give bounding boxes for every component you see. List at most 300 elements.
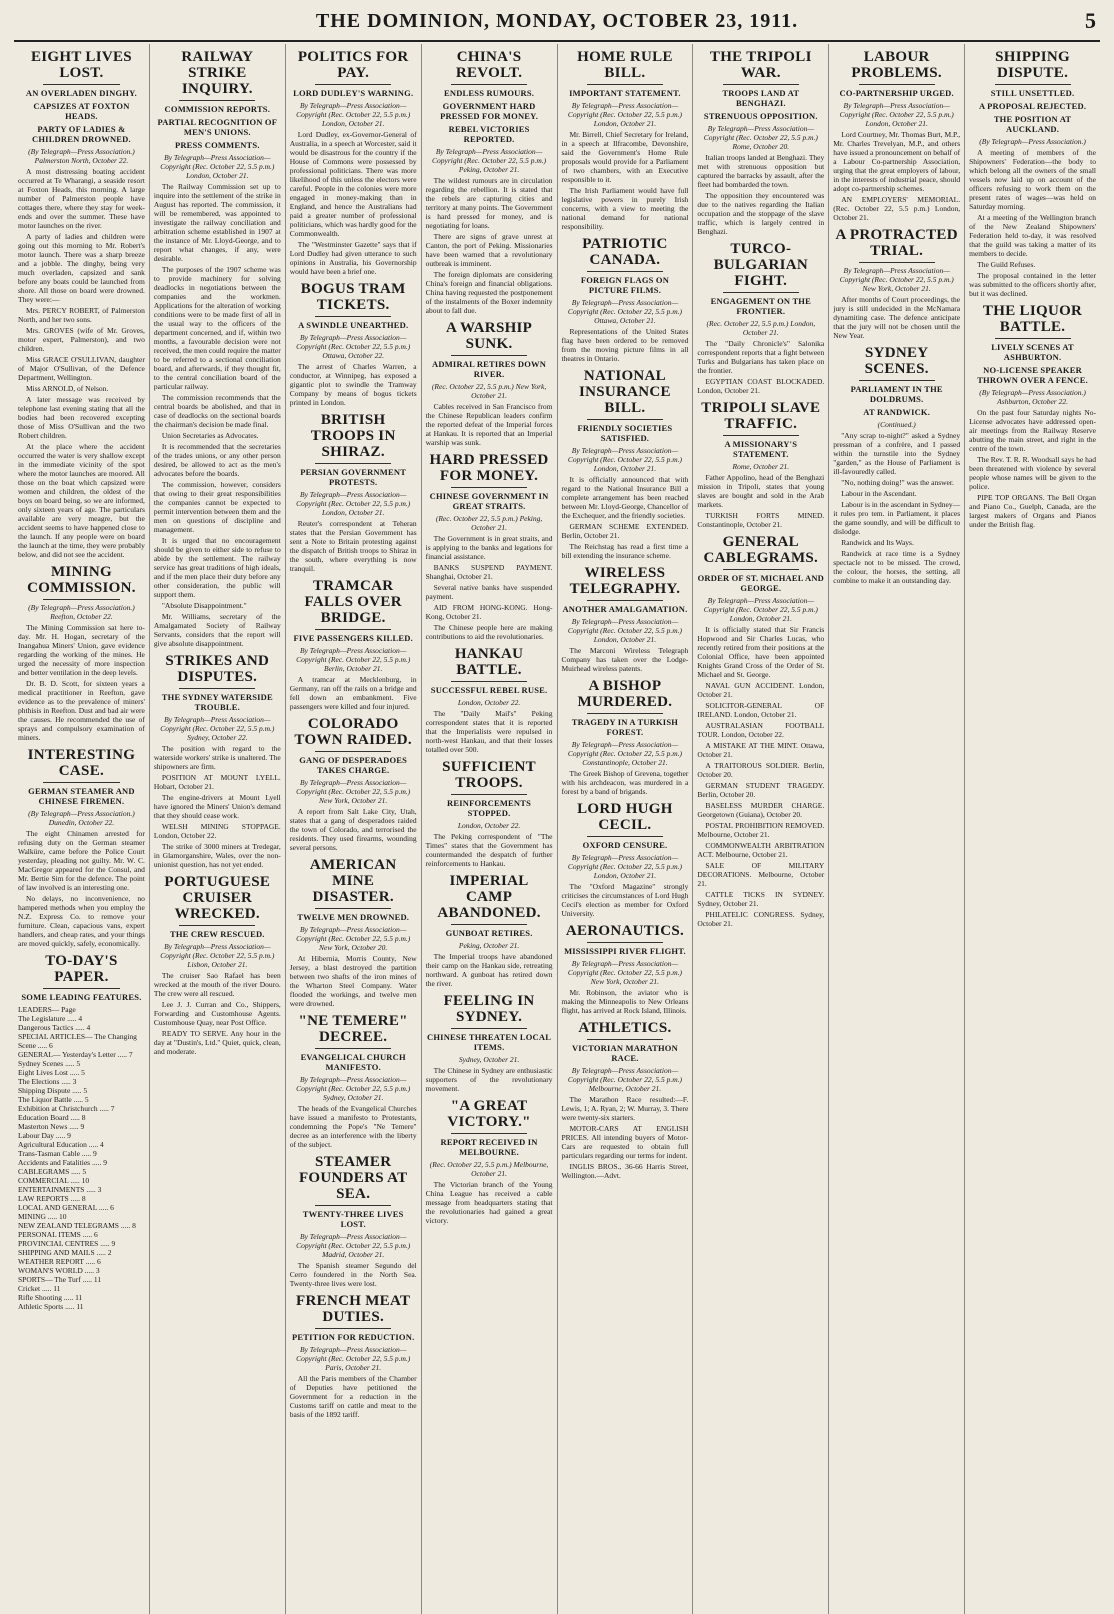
- article-body: [290, 1261, 417, 1288]
- paragraph: CATTLE TICKS IN SYDNEY. Sydney, October 21.: [697, 890, 825, 908]
- article: [290, 49, 417, 276]
- divider: [179, 100, 255, 101]
- article: [290, 281, 417, 407]
- paragraph: A later message was received by telephone last evening stating that all the bodies had been recovered excepting those of Miss O'Sullivan and the two Robert children.: [18, 395, 145, 440]
- article-headline: HANKAU BATTLE.: [454, 646, 524, 678]
- article-headline: HARD PRESSED FOR MONEY.: [429, 452, 549, 484]
- paragraph: The foreign diplomats are considering China's foreign and financial obligations. China having requested the postponement of the instalments of the Boxer indemnity about to fall due.: [425, 270, 553, 315]
- paragraph: The cruiser Sao Rafael has been wrecked at the mouth of the river Douro. The crew were all rescued.: [153, 971, 281, 998]
- paragraph: The strike of 3000 miners at Tredegar, in Glamorganshire, Wales, over the non-unionist question, has not yet ended.: [153, 842, 281, 869]
- sub-headline: GUNBOAT RETIRES.: [445, 928, 533, 938]
- sub-headline: PRESS COMMENTS.: [174, 140, 260, 150]
- paragraph: The Imperial troops have abandoned their camp on the Hankau side, retreating northward. A gunboat has retired down the river.: [425, 952, 553, 988]
- dateline: Sydney, October 21.: [458, 1055, 520, 1064]
- contents-item: Cricket ..... 11: [18, 1284, 61, 1293]
- article-headline: WIRELESS TELEGRAPHY.: [569, 565, 681, 597]
- paragraph: The position with regard to the waterside workers' strike is unaltered. The shipowners are firm.: [153, 744, 281, 771]
- paragraph: Cables received in San Francisco from the Chinese Republican leaders confirm the reported defeat of the Imperial forces at Hankau. It is reported that an Imperial warship was sunk.: [425, 402, 553, 447]
- dateline: (Continued.): [877, 420, 916, 429]
- divider: [43, 782, 119, 783]
- article: [833, 49, 960, 222]
- dateline: (By Telegraph—Press Association.) Palmerston North, October 22.: [28, 147, 135, 165]
- article: [833, 345, 960, 585]
- sub-headline: PETITION FOR REDUCTION.: [291, 1332, 415, 1342]
- paragraph: SALE OF MILITARY DECORATIONS. Melbourne, October 21.: [697, 861, 825, 888]
- article-body: [18, 623, 145, 742]
- article-headline: AMERICAN MINE DISASTER.: [309, 857, 397, 905]
- sub-headline: EVANGELICAL CHURCH MANIFESTO.: [300, 1052, 406, 1072]
- sub-headline: NO-LICENSE SPEAKER THROWN OVER A FENCE.: [977, 365, 1088, 385]
- contents-item: WEATHER REPORT ..... 6: [18, 1257, 101, 1266]
- sub-headline: ANOTHER AMALGAMATION.: [562, 604, 688, 614]
- article: [562, 923, 689, 1015]
- contents-item: NEW ZEALAND TELEGRAMS ..... 8: [18, 1221, 136, 1230]
- dateline: (By Telegraph—Press Association.): [979, 137, 1086, 146]
- divider: [723, 84, 799, 85]
- paragraph: There are signs of grave unrest at Canton, the port of Peking. Missionaries have been warned that a revolutionary outbreak is imminent.: [425, 232, 553, 268]
- paragraph: It is officially announced that with regard to the National Insurance Bill a complete arrangement has been reached between Mr. Lloyd-George, Chancellor of the Exchequer, and the friendly societies.: [561, 475, 689, 520]
- divider: [587, 836, 663, 837]
- article: [290, 1013, 417, 1149]
- divider: [451, 84, 527, 85]
- paragraph: PIPE TOP ORGANS. The Bell Organ and Piano Co., Guelph, Canada, are the largest makers of Organs and Pianos under the British flag.: [969, 493, 1096, 529]
- contents-item: SPECIAL ARTICLES— The Changing Scene ..... 6: [18, 1032, 137, 1050]
- sub-headline: OXFORD CENSURE.: [582, 840, 668, 850]
- article: [562, 1020, 689, 1180]
- paragraph: AUSTRALASIAN FOOTBALL TOUR. London, October 22.: [697, 721, 825, 739]
- dateline: (Rec. October 22, 5.5 p.m.) Melbourne, October 21.: [429, 1160, 549, 1178]
- sub-headline: THE SYDNEY WATERSIDE TROUBLE.: [161, 692, 273, 712]
- article-headline: EIGHT LIVES LOST.: [30, 49, 132, 81]
- divider: [315, 908, 391, 909]
- article-body: [290, 519, 417, 573]
- article: [426, 1098, 553, 1225]
- paragraph: Mr. Robinson, the aviator who is making the Minneapolis to New Orleans flight, has arrived at Rock Island, Illinois.: [561, 988, 689, 1015]
- contents-item: Eight Lives Lost ..... 5: [18, 1068, 85, 1077]
- divider: [587, 942, 663, 943]
- sub-headline: CHINESE GOVERNMENT IN GREAT STRAITS.: [429, 491, 549, 511]
- paragraph: Mrs. PERCY ROBERT, of Palmerston North, and her two sons.: [18, 306, 145, 324]
- contents-item: COMMERCIAL ..... 10: [18, 1176, 90, 1185]
- sub-headline: PARTY OF LADIES & CHILDREN DROWNED.: [32, 124, 131, 144]
- divider: [43, 84, 119, 85]
- divider: [451, 355, 527, 356]
- paragraph: Italian troops landed at Benghazi. They met with strenuous opposition but captured the barracks by assault, after the fleet had bombarded the town.: [697, 153, 825, 189]
- sub-headline: A PROPOSAL REJECTED.: [978, 101, 1087, 111]
- paragraph: The proposal contained in the letter was submitted to the officers shortly after, but it was declined.: [969, 271, 1096, 298]
- paragraph: "Absolute Disappointment.": [161, 601, 247, 610]
- divider: [859, 380, 935, 381]
- paragraph: A tramcar at Mecklenburg, in Germany, ran off the rails on a bridge and fell down an embankment. Five passengers were killed and four injured.: [289, 675, 417, 711]
- paragraph: The "Westminster Gazette" says that if Lord Dudley had given utterance to such opinions in Australia, his Governorship would have been a brief one.: [289, 240, 417, 276]
- contents-item: Labour Day ..... 9: [18, 1131, 71, 1140]
- sub-headline: MISSISSIPPI RIVER FLIGHT.: [564, 946, 686, 956]
- masthead: [14, 0, 1100, 42]
- sub-headline: THE CREW RESCUED.: [169, 929, 265, 939]
- article-headline: PATRIOTIC CANADA.: [582, 236, 668, 268]
- article-headline: FEELING IN SYDNEY.: [443, 993, 535, 1025]
- dateline: By Telegraph—Press Association—Copyright (Rec. October 22, 5.5 p.m.) Constantinople, October 21.: [567, 740, 683, 767]
- paragraph: Reuter's correspondent at Teheran states that the Persian Government has sent a Note to Britain protesting against the dispatch of British troops to Shiraz in the south, where everything is now tranquil.: [289, 519, 417, 573]
- sub-headline: SUCCESSFUL REBEL RUSE.: [430, 685, 548, 695]
- divider: [315, 1328, 391, 1329]
- sub-headline: STRENUOUS OPPOSITION.: [703, 111, 818, 121]
- paragraph: PHILATELIC CONGRESS. Sydney, October 21.: [697, 910, 825, 928]
- divider: [587, 419, 663, 420]
- sub-headline: REBEL VICTORIES REPORTED.: [448, 124, 530, 144]
- paragraph: Miss ARNOLD, of Nelson.: [26, 384, 109, 393]
- sub-headline: TROOPS LAND AT BENGHAZI.: [722, 88, 800, 108]
- article-body: [426, 709, 553, 754]
- divider: [43, 599, 119, 600]
- article: [18, 953, 145, 1311]
- paragraph: At Hibernia, Morris County, New Jersey, a blast destroyed the partition between two shafts of the iron mines of the Wharton Steel Company. Water flooded the workings, and twelve men were drowned.: [289, 954, 417, 1008]
- article: [562, 801, 689, 918]
- article-headline: MINING COMMISSION.: [27, 564, 136, 596]
- contents-item: Masterton News ..... 9: [18, 1122, 85, 1131]
- article-body: [290, 1374, 417, 1419]
- paragraph: The arrest of Charles Warren, a conductor, at Winnipeg, has exposed a gigantic plot to swindle the Tramway Company by means of bogus tickets printed in London.: [289, 362, 417, 407]
- sub-headline: TWELVE MEN DROWNED.: [297, 912, 410, 922]
- article-body: [969, 148, 1096, 298]
- dateline: By Telegraph—Press Association—Copyright (Rec. October 22, 5.5 p.m.) Ottawa, October 22.: [296, 333, 411, 360]
- paragraph: COMMONWEALTH ARBITRATION ACT. Melbourne, October 21.: [697, 841, 825, 859]
- paragraph: Father Appolino, head of the Benghazi mission in Tripoli, states that young slaves are bought and sold in the Arab markets.: [697, 473, 825, 509]
- paragraph: Mrs. GROVES (wife of Mr. Groves, motor expert, Palmerston), and two children.: [18, 326, 145, 353]
- divider: [179, 688, 255, 689]
- article: [18, 564, 145, 742]
- article: [290, 1293, 417, 1419]
- contents-item: LEADERS— Page: [18, 1005, 76, 1014]
- article-body: [697, 153, 824, 236]
- paragraph: WELSH MINING STOPPAGE. London, October 22.: [153, 822, 281, 840]
- divider: [587, 600, 663, 601]
- contents-item: Rifle Shooting ..... 11: [18, 1293, 83, 1302]
- article-headline: IMPERIAL CAMP ABANDONED.: [437, 873, 541, 921]
- sub-headline: PARLIAMENT IN THE DOLDRUMS.: [850, 384, 943, 404]
- contents-item: The Legislature ..... 4: [18, 1014, 83, 1023]
- article-body: [562, 988, 689, 1015]
- contents-item: Athletic Sports ..... 11: [18, 1302, 84, 1311]
- sub-headline: ADMIRAL RETIRES DOWN RIVER.: [432, 359, 547, 379]
- article-headline: LORD HUGH CECIL.: [577, 801, 673, 833]
- paragraph: The "Oxford Magazine" strongly criticises the circumstances of Lord Hugh Cecil's election as member for Oxford University.: [561, 882, 689, 918]
- article-headline: NATIONAL INSURANCE BILL.: [578, 368, 671, 416]
- article: [290, 412, 417, 573]
- article-body: [562, 769, 689, 796]
- article-body: [969, 408, 1096, 529]
- dateline: By Telegraph—Press Association—Copyright (Rec. October 22, 5.5 p.m.) London, October 21.: [296, 490, 411, 517]
- article: [290, 716, 417, 852]
- paragraph: TURKISH FORTS MINED. Constantinople, October 21.: [697, 511, 825, 529]
- article-body: [290, 954, 417, 1008]
- article-headline: THE TRIPOLI WAR.: [709, 49, 812, 81]
- divider: [451, 1133, 527, 1134]
- divider: [723, 292, 799, 293]
- paragraph: MOTOR-CARS AT ENGLISH PRICES. All intending buyers of Motor-Cars are requested to obtain full particulars regarding our terms for indent.: [561, 1124, 689, 1160]
- article-body: [562, 882, 689, 918]
- contents-item: SHIPPING AND MAILS ..... 2: [18, 1248, 112, 1257]
- paragraph: The opposition they encountered was due to the natives regarding the Italian occupation and the stoppage of the slave traffic, which is largely centred in Benghazi.: [697, 191, 825, 236]
- divider: [451, 924, 527, 925]
- paragraph: Mr. Williams, secretary of the Amalgamated Society of Railway Servants, considers that the report will give absolute disappointment.: [153, 612, 281, 648]
- article-body: [426, 1180, 553, 1225]
- article-body: [426, 952, 553, 988]
- sub-headline: CO-PARTNERSHIP URGED.: [839, 88, 954, 98]
- article-headline: "NE TEMERE" DECREE.: [298, 1013, 408, 1045]
- article-headline: A WARSHIP SUNK.: [445, 320, 533, 352]
- paragraph: A party of ladies and children were going out this morning to Mr. Robert's motor launch. There was a sharp breeze and a jobble. The dinghy, being very much overladen, capsized and sank before any boats could be launched from shore. All those on board were drowned. They were:—: [18, 232, 145, 304]
- column-3: [286, 44, 422, 1614]
- divider: [723, 569, 799, 570]
- article: [18, 747, 145, 948]
- contents-item: LOCAL AND GENERAL ..... 6: [18, 1203, 114, 1212]
- divider: [451, 1028, 527, 1029]
- contents-item: GENERAL— Yesterday's Letter ..... 7: [18, 1050, 133, 1059]
- paragraph: EGYPTIAN COAST BLOCKADED. London, October 21.: [697, 377, 825, 395]
- dateline: By Telegraph—Press Association—Copyright (Rec. October 22, 5.5 p.m.) London, October 21.: [160, 153, 275, 180]
- contents-item: PROVINCIAL CENTRES ..... 9: [18, 1239, 116, 1248]
- article-body: [833, 130, 960, 222]
- page-number: 5: [1085, 8, 1096, 33]
- article: [697, 534, 824, 928]
- article-body: [697, 339, 824, 395]
- paragraph: The Marconi Wireless Telegraph Company has taken over the Lodge-Muirhead wireless patents.: [561, 646, 689, 673]
- dateline: Rome, October 21.: [732, 462, 790, 471]
- dateline: (Rec. October 22, 5.5 p.m.) London, October 21.: [706, 319, 816, 337]
- divider: [995, 84, 1071, 85]
- contents-item: Trans-Tasman Cable ..... 9: [18, 1149, 97, 1158]
- paragraph: The Victorian branch of the Young China League has received a cable message from headquarters stating that the revolutionaries had gained a great victory.: [425, 1180, 553, 1225]
- column-4: [422, 44, 558, 1614]
- sub-headline: CHINESE THREATEN LOCAL ITEMS.: [427, 1032, 552, 1052]
- contents-item: LAW REPORTS ..... 8: [18, 1194, 86, 1203]
- article-headline: CHINA'S REVOLT.: [455, 49, 523, 81]
- article-headline: SHIPPING DISPUTE.: [995, 49, 1071, 81]
- article-body: [697, 473, 824, 529]
- dateline: By Telegraph—Press Association—Copyright (Rec. October 22, 5.5 p.m.) New York, October 21.: [839, 266, 954, 293]
- article: [426, 452, 553, 641]
- article-body: [154, 971, 281, 1056]
- divider: [451, 681, 527, 682]
- paragraph: It is urged that no encouragement should be given to either side to refuse to abide by the settlement. The railway service has great traditions of high ideals, and if the men place their duty before any other consideration, the public will support them.: [153, 536, 281, 599]
- divider: [587, 84, 663, 85]
- article: [562, 678, 689, 796]
- paragraph: The Reichstag has read a first time a bill extending the insurance scheme.: [561, 542, 689, 560]
- article: [154, 49, 281, 648]
- sub-headline: ENDLESS RUMOURS.: [444, 88, 535, 98]
- paragraph: GERMAN SCHEME EXTENDED. Berlin, October 21.: [561, 522, 689, 540]
- sub-headline: COMMISSION REPORTS.: [164, 104, 271, 114]
- article-headline: COLORADO TOWN RAIDED.: [294, 716, 412, 748]
- sub-headline: LORD DUDLEY'S WARNING.: [293, 88, 414, 98]
- paragraph: The purposes of the 1907 scheme was to provide machinery for solving deadlocks in negotiations between the companies and the workmen. Applications for the alteration of working conditions were to be made first of all in the usual way to the officers of the department concerned, and if, within two months, a favourable decision were not received, the men could require the matter to be referred to a sectional conciliation board, and afterwards, if they thought fit, to the central conciliation board of the particular railway.: [153, 265, 281, 391]
- masthead-title: THE DOMINION, MONDAY, OCTOBER 23, 1911.: [315, 10, 799, 32]
- article-headline: TRIPOLI SLAVE TRAFFIC.: [701, 400, 821, 432]
- sub-headline: CAPSIZES AT FOXTON HEADS.: [33, 101, 130, 121]
- paragraph: The "Daily Chronicle's" Salonika correspondent reports that a fight between Turks and Bulgarians has taken place on the frontier.: [697, 339, 825, 375]
- sub-headline: FIVE PASSENGERS KILLED.: [293, 633, 413, 643]
- dateline: By Telegraph—Press Association—Copyright (Rec. October 22, 5.5 p.m.) London, October 21.: [567, 101, 683, 128]
- article: [426, 49, 553, 315]
- paragraph: The Railway Commission set up to inquire into the settlement of the strike in August has reported. The commission, it will be remembered, was appointed to investigate the railway conciliation and arbitration scheme established in 1907 at the instance of Mr. Lloyd-George, and to report what changes, if any, were desirable.: [153, 182, 281, 263]
- article-headline: "A GREAT VICTORY.": [447, 1098, 531, 1130]
- dateline: By Telegraph—Press Association—Copyright (Rec. October 22, 5.5 p.m.) Sydney, October 21.: [296, 1075, 411, 1102]
- dateline: By Telegraph—Press Association—Copyright (Rec. October 22, 5.5 p.m.) London, October 21.: [839, 101, 954, 128]
- article-headline: THE LIQUOR BATTLE.: [982, 303, 1083, 335]
- paragraph: Randwick at race time is a Sydney spectacle not to be missed. The crowd, the colour, the horses, the setting, all combine to make it an outstanding day.: [833, 549, 961, 585]
- column-1: [14, 44, 150, 1614]
- paragraph: Union Secretaries as Advocates.: [161, 431, 259, 440]
- paragraph: BANKS SUSPEND PAYMENT. Shanghai, October 21.: [425, 563, 553, 581]
- contents-item: ENTERTAINMENTS ..... 3: [18, 1185, 102, 1194]
- article-body: [154, 182, 281, 648]
- divider: [451, 794, 527, 795]
- dateline: By Telegraph—Press Association—Copyright (Rec. October 22, 5.5 p.m.) London, October 21.: [567, 853, 683, 880]
- sub-headline: VICTORIAN MARATHON RACE.: [571, 1043, 678, 1063]
- paragraph: The Marathon Race resulted:—F. Lewis, 1; A. Ryan, 2; W. Murray, 3. There were twenty-six starters.: [561, 1095, 689, 1122]
- dateline: By Telegraph—Press Association—Copyright (Rec. October 22, 5.5 p.m.) London, October 21.: [703, 596, 818, 623]
- article: [697, 49, 824, 236]
- paragraph: Labour in the Ascendant.: [841, 489, 917, 498]
- article-body: [290, 362, 417, 407]
- sub-headline: ENGAGEMENT ON THE FRONTIER.: [710, 296, 811, 316]
- paragraph: After months of Court proceedings, the jury is still undecided in the McNamara dynamiting case. The defence anticipate that the jury will not be chosen until the New Year.: [833, 295, 961, 340]
- paragraph: Dr. B. D. Scott, for sixteen years a medical practitioner in Reefton, gave evidence as to the prevalence of miners' phthisis in Reefton. Dust and bad air were the causes. He recommended the use of sprays and compulsory examination of miners.: [18, 679, 145, 742]
- paragraph: The commission recommends that the central boards be abolished, and that in case of deadlocks on the sectional boards the chairman's decision be made final.: [153, 393, 281, 429]
- divider: [451, 487, 527, 488]
- paragraph: A most distressing boating accident occurred at Te Wharangi, a seaside resort at Foxton Heads, this morning. A large number of Palmerston people have cottages there, where they stay for week-ends and over the summer. These have motor launches on the river.: [18, 167, 145, 230]
- article-headline: SYDNEY SCENES.: [864, 345, 929, 377]
- dateline: By Telegraph—Press Association—Copyright (Rec. October 22, 5.5 p.m.) Melbourne, October 21.: [567, 1066, 683, 1093]
- paragraph: The Chinese people here are making contributions to aid the revolutionaries.: [425, 623, 553, 641]
- sub-headline: A SWINDLE UNEARTHED.: [298, 320, 409, 330]
- article-headline: TURCO-BULGARIAN FIGHT.: [713, 241, 808, 289]
- contents-item: MINING ..... 10: [18, 1212, 67, 1221]
- article-body: [562, 1095, 689, 1180]
- paragraph: The Spanish steamer Segundo del Cerro foundered in the North Sea. Twenty-three lives were lost.: [289, 1261, 417, 1288]
- paragraph: The commission, however, considers that owing to their great responsibilities the companies cannot be expected to permit intervention between them and the men on questions of discipline and management.: [153, 480, 281, 534]
- article-body: [290, 130, 417, 276]
- dateline: By Telegraph—Press Association—Copyright (Rec. October 22, 5.5 p.m.) New York, October 21.: [296, 778, 411, 805]
- paragraph: On the past four Saturday nights No-License advocates have addressed open-air meetings from the Railway Reserve abutting the main street, and right in the centre of the town.: [969, 408, 1096, 453]
- divider: [315, 751, 391, 752]
- article-body: [562, 646, 689, 673]
- dateline: By Telegraph—Press Association—Copyright (Rec. October 22, 5.5 p.m.) Paris, October 21.: [296, 1345, 411, 1372]
- article-headline: FRENCH MEAT DUTIES.: [296, 1293, 411, 1325]
- article-headline: TO-DAY'S PAPER.: [45, 953, 118, 985]
- contents-item: Agricultural Education ..... 4: [18, 1140, 104, 1149]
- article: [697, 400, 824, 529]
- paragraph: At a meeting of the Wellington branch of the New Zealand Shipowners' Federation held to-day, it was resolved that the guild was taking a matter of its members to decide.: [969, 213, 1096, 258]
- paragraph: AN EMPLOYERS' MEMORIAL. (Rec. October 22, 5.5 p.m.) London, October 21.: [833, 195, 961, 222]
- article: [426, 759, 553, 868]
- sub-headline: REINFORCEMENTS STOPPED.: [447, 798, 532, 818]
- sub-headline: PARTIAL RECOGNITION OF MEN'S UNIONS.: [157, 117, 278, 137]
- dateline: By Telegraph—Press Association—Copyright (Rec. October 22, 5.5 p.m.) New York, October 21.: [567, 959, 683, 986]
- article-body: [290, 1104, 417, 1149]
- contents-item: SPORTS— The Turf ..... 11: [18, 1275, 102, 1284]
- paragraph: Randwick and Its Ways.: [841, 538, 914, 547]
- divider: [179, 925, 255, 926]
- sub-headline: TRAGEDY IN A TURKISH FOREST.: [571, 717, 679, 737]
- dateline: London, October 22.: [457, 821, 521, 830]
- paragraph: The heads of the Evangelical Churches have issued a manifesto to Protestants, condemning the Pope's "Ne Temere" decree as an interference with the liberty of the subject.: [289, 1104, 417, 1149]
- divider: [315, 463, 391, 464]
- column-8: [965, 44, 1100, 1614]
- article-body: [833, 431, 960, 585]
- divider: [315, 629, 391, 630]
- contents-list: [18, 1005, 145, 1311]
- divider: [723, 435, 799, 436]
- paragraph: "Any scrap to-night?" asked a Sydney pressman of a confrère, and I passed within the turnstile into the Sydney "garden," as the House of Parliament is ill-favouredly called.: [833, 431, 961, 476]
- article: [562, 368, 689, 560]
- sub-headline: GERMAN STEAMER AND CHINESE FIREMEN.: [28, 786, 135, 806]
- article: [426, 873, 553, 988]
- sub-headline: STILL UNSETTLED.: [990, 88, 1075, 98]
- article-headline: ATHLETICS.: [578, 1020, 672, 1036]
- paragraph: The Peking correspondent of "The Times" states that the Government has countermanded the despatch of further reinforcements to Hankau.: [425, 832, 553, 868]
- paragraph: The Rev. T. R. R. Woodsall says he had been threatened with violence by several people whose names will be given to the police.: [969, 455, 1096, 491]
- paragraph: The Greek Bishop of Grevena, together with his archdeacon, was murdered in a forest by a band of brigands.: [561, 769, 689, 796]
- sub-headline: THE POSITION AT AUCKLAND.: [993, 114, 1072, 134]
- sub-headline: TWENTY-THREE LIVES LOST.: [302, 1209, 404, 1229]
- paragraph: Mr. Birrell, Chief Secretary for Ireland, in a speech at Ilfracombe, Devonshire, said the Government's Home Rule proposals would provide for a Parliament of two chambers, with an Executive responsible to it.: [561, 130, 689, 184]
- sub-headline: A MISSIONARY'S STATEMENT.: [724, 439, 798, 459]
- paragraph: INGLIS BROS., 36-66 Harris Street, Wellington.—Advt.: [561, 1162, 689, 1180]
- contents-item: Accidents and Fatalities ..... 9: [18, 1158, 107, 1167]
- divider: [587, 271, 663, 272]
- dateline: By Telegraph—Press Association—Copyright (Rec. October 22, 5.5 p.m.) Rome, October 20.: [703, 124, 818, 151]
- article-headline: LABOUR PROBLEMS.: [851, 49, 942, 81]
- article: [562, 565, 689, 673]
- article: [697, 241, 824, 395]
- contents-item: Shipping Dispute ..... 5: [18, 1086, 88, 1095]
- paragraph: The wildest rumours are in circulation regarding the rebellion. It is stated that the rebels are capturing cities and territory at many points. The Government is hard pressed for money, and is negotiating for loans.: [425, 176, 553, 230]
- dateline: By Telegraph—Press Association—Copyright (Rec. October 22, 5.5 p.m.) Ottawa, October 21.: [567, 298, 683, 325]
- article: [426, 993, 553, 1093]
- dateline: By Telegraph—Press Association—Copyright (Rec. October 22, 5.5 p.m.) Madrid, October 21.: [296, 1232, 411, 1259]
- paragraph: BASELESS MURDER CHARGE. Georgetown (Guiana), October 20.: [697, 801, 825, 819]
- paragraph: The "Daily Mail's" Peking correspondent states that it is reported that the Imperialists were repulsed in north-west Hankau, and that their losses totalled over 500.: [425, 709, 553, 754]
- dateline: (By Telegraph—Press Association.) Dunedin, October 22.: [28, 809, 135, 827]
- article-body: [426, 1066, 553, 1093]
- paragraph: It is recommended that the secretaries of the trades unions, or any other person desired, be allowed to act as the men's advocates before the boards.: [153, 442, 281, 478]
- article: [562, 236, 689, 363]
- contents-item: The Elections ..... 3: [18, 1077, 77, 1086]
- divider: [315, 316, 391, 317]
- dateline: (Rec. October 22, 5.5 p.m.) New York, October 21.: [431, 382, 547, 400]
- contents-item: Exhibition at Christchurch ..... 7: [18, 1104, 115, 1113]
- paragraph: Representations of the United States flag have been ordered to be removed from the moving picture films in all theatres in Ontario.: [561, 327, 689, 363]
- dateline: By Telegraph—Press Association—Copyright (Rec. October 22, 5.5 p.m.) London, October 21.: [567, 617, 683, 644]
- column-7: [829, 44, 965, 1614]
- article-headline: AERONAUTICS.: [565, 923, 685, 939]
- sub-headline: GANG OF DESPERADOES TAKES CHARGE.: [299, 755, 408, 775]
- paragraph: The Government is in great straits, and is applying to the banks and legations for financial assistance.: [425, 534, 553, 561]
- paragraph: All the Paris members of the Chamber of Deputies have petitioned the Government for a reduction in the Customs tariff on cattle and meat to the basis of the 1892 tariff.: [289, 1374, 417, 1419]
- dateline: By Telegraph—Press Association—Copyright (Rec. October 22, 5.5 p.m.) Sydney, October 22.: [160, 715, 275, 742]
- dateline: (By Telegraph—Press Association.) Ashburton, October 22.: [979, 388, 1086, 406]
- article: [969, 49, 1096, 298]
- paragraph: POSTAL PROHIBITION REMOVED. Melbourne, October 21.: [697, 821, 825, 839]
- divider: [315, 84, 391, 85]
- dateline: Peking, October 21.: [458, 941, 520, 950]
- paragraph: The engine-drivers at Mount Lyell have ignored the Miners' Union's demand that they should cease work.: [153, 793, 281, 820]
- sub-headline: GOVERNMENT HARD PRESSED FOR MONEY.: [440, 101, 539, 121]
- article-body: [697, 625, 824, 928]
- divider: [859, 262, 935, 263]
